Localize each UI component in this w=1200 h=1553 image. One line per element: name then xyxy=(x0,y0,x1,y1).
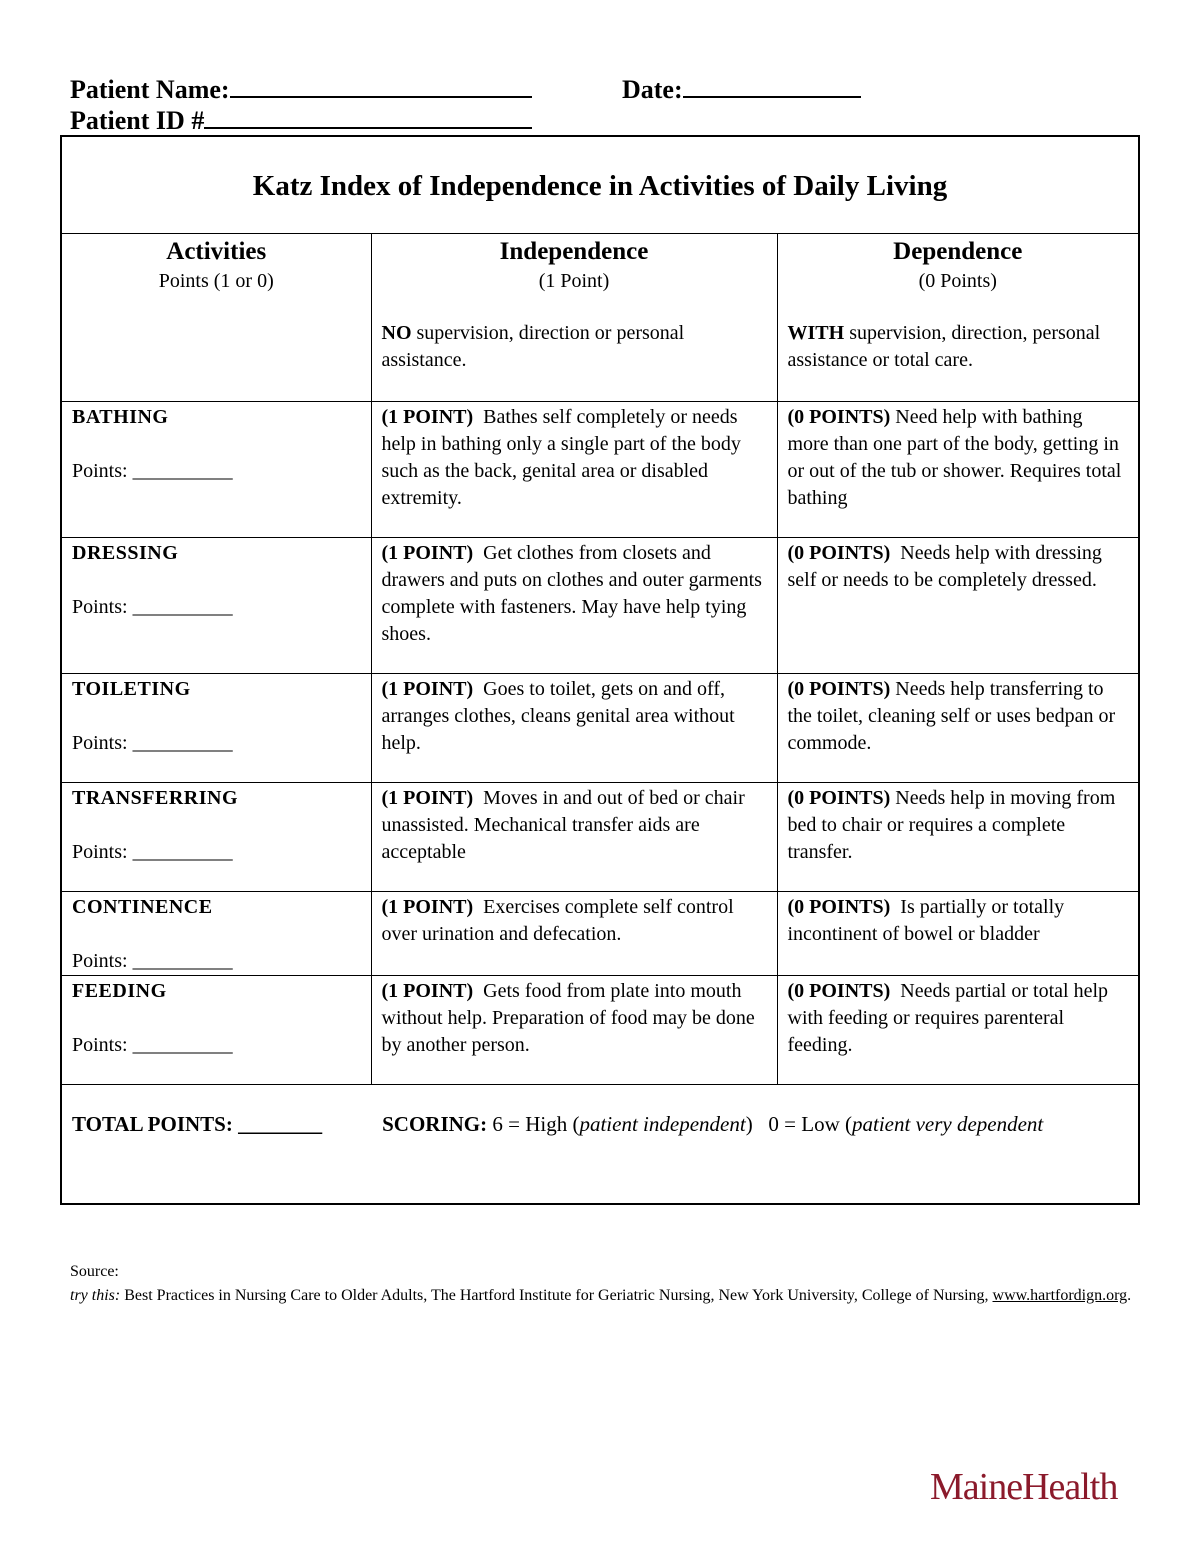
dependence-text: Needs help transferring to the toilet, cleaning self or uses bedpan or commode. xyxy=(787,678,1121,754)
independence-points: (1 POINT) xyxy=(381,896,474,918)
patient-name-blank[interactable] xyxy=(230,72,532,98)
footer-cell xyxy=(61,1085,1139,1205)
independence-text: Get clothes from closets and drawers and puts on clothes and outer garments complete with fasteners. May have help tying shoes. xyxy=(381,542,767,645)
patient-id-blank[interactable] xyxy=(204,103,532,129)
independence-text: Bathes self completely or needs help in bathing only a single part of the body such as the back, genital area or disabled extremity. xyxy=(381,406,746,509)
table-row xyxy=(61,674,1139,783)
date-field[interactable] xyxy=(622,72,861,105)
independence-cell xyxy=(371,783,777,892)
dependence-text: Needs help in moving from bed to chair or requires a complete transfer. xyxy=(787,787,1121,863)
independence-points: (1 POINT) xyxy=(381,406,474,428)
column-activities xyxy=(61,234,371,402)
source-label: Source: xyxy=(70,1263,119,1280)
source-link[interactable]: www.hartfordign.org xyxy=(992,1287,1128,1304)
dependence-text: Needs partial or total help with feeding or requires parenteral feeding. xyxy=(787,980,1114,1056)
dependence-desc-text: supervision, direction, personal assistance or total care. xyxy=(787,322,1101,371)
independence-text: Moves in and out of bed or chair unassisted. Mechanical transfer aids are acceptable xyxy=(381,787,750,863)
column-dependence xyxy=(777,234,1139,402)
independence-points: (1 POINT) xyxy=(381,678,474,700)
dependence-cell xyxy=(777,976,1139,1085)
try-this-label: try this: xyxy=(70,1287,121,1304)
patient-name-field[interactable] xyxy=(70,72,532,105)
independence-points: (1 POINT) xyxy=(381,980,474,1002)
dependence-points: (0 POINTS) xyxy=(787,980,891,1002)
dependence-points: (0 POINTS) xyxy=(787,678,891,700)
dependence-points: (0 POINTS) xyxy=(787,542,891,564)
table-row xyxy=(61,892,1139,976)
scoring-low-note: patient very dependent xyxy=(852,1112,1044,1136)
table-row xyxy=(61,538,1139,674)
points-field[interactable]: Points: __________ xyxy=(72,596,233,618)
activity-name: CONTINENCE xyxy=(72,896,213,918)
points-field[interactable]: Points: __________ xyxy=(72,1034,233,1056)
total-points-field[interactable]: TOTAL POINTS: ________ xyxy=(72,1112,323,1136)
footer-row xyxy=(61,1085,1139,1205)
dependence-cell xyxy=(777,783,1139,892)
activity-cell xyxy=(61,783,371,892)
scoring-high-note: patient independent xyxy=(579,1112,746,1136)
source-text-block xyxy=(70,1284,1140,1308)
activity-cell xyxy=(61,538,371,674)
source-citation xyxy=(70,1260,1140,1308)
activity-name: BATHING xyxy=(72,406,169,428)
date-label: Date: xyxy=(622,75,683,104)
activities-heading: Activities xyxy=(166,238,267,265)
activity-cell xyxy=(61,402,371,538)
independence-description xyxy=(382,320,767,374)
dependence-subheading: (0 Points) xyxy=(918,270,997,292)
independence-subheading: (1 Point) xyxy=(538,270,610,292)
activity-cell xyxy=(61,674,371,783)
mainehealth-logo: MaineHealth xyxy=(930,1466,1118,1508)
independence-cell xyxy=(371,402,777,538)
dependence-cell xyxy=(777,402,1139,538)
dependence-cell xyxy=(777,892,1139,976)
column-independence xyxy=(371,234,777,402)
dependence-cell xyxy=(777,674,1139,783)
activity-cell xyxy=(61,892,371,976)
dependence-points: (0 POINTS) xyxy=(787,896,891,918)
independence-points: (1 POINT) xyxy=(381,787,474,809)
activity-name: FEEDING xyxy=(72,980,167,1002)
dependence-text: Need help with bathing more than one part of the body, getting in or out of the tub or shower. Requires total bathing xyxy=(787,406,1127,509)
dependence-points: (0 POINTS) xyxy=(787,787,891,809)
patient-id-label: Patient ID # xyxy=(70,106,205,135)
dependence-points: (0 POINTS) xyxy=(787,406,891,428)
dependence-desc-bold: WITH xyxy=(787,322,845,344)
scoring-low: ) 0 = Low ( xyxy=(745,1112,853,1136)
dependence-cell xyxy=(777,538,1139,674)
activity-name: DRESSING xyxy=(72,542,179,564)
patient-id-field[interactable] xyxy=(70,103,532,136)
dependence-text: Is partially or totally incontinent of bowel or bladder xyxy=(787,896,1070,945)
table-title: Katz Index of Independence in Activities of Daily Living xyxy=(252,170,948,202)
patient-name-label: Patient Name: xyxy=(70,75,230,104)
independence-cell xyxy=(371,674,777,783)
independence-desc-text: supervision, direction or personal assistance. xyxy=(381,322,685,371)
activity-name: TOILETING xyxy=(72,678,191,700)
table-row xyxy=(61,976,1139,1085)
katz-table xyxy=(60,135,1140,1205)
table-row xyxy=(61,783,1139,892)
independence-desc-bold: NO xyxy=(381,322,412,344)
activities-subheading: Points (1 or 0) xyxy=(158,270,274,292)
independence-heading: Independence xyxy=(499,238,649,265)
independence-points: (1 POINT) xyxy=(381,542,474,564)
dependence-heading: Dependence xyxy=(893,238,1023,265)
dependence-text: Needs help with dressing self or needs to be completely dressed. xyxy=(787,542,1107,591)
source-end: . xyxy=(1127,1287,1132,1304)
points-field[interactable]: Points: __________ xyxy=(72,460,233,482)
activity-cell xyxy=(61,976,371,1085)
independence-cell xyxy=(371,538,777,674)
independence-text: Gets food from plate into mouth without help. Preparation of food may be done by another person. xyxy=(381,980,760,1056)
scoring-label: SCORING: xyxy=(382,1112,488,1136)
scoring-high: 6 = High ( xyxy=(487,1112,580,1136)
table-row xyxy=(61,402,1139,538)
date-blank[interactable] xyxy=(683,72,861,98)
independence-text: Exercises complete self control over urination and defecation. xyxy=(381,896,739,945)
independence-cell xyxy=(371,892,777,976)
independence-cell xyxy=(371,976,777,1085)
source-text: Best Practices in Nursing Care to Older Adults, The Hartford Institute for Geriatric Nursing, New York University, College of Nursing, xyxy=(120,1287,993,1304)
points-field[interactable]: Points: __________ xyxy=(72,950,233,972)
activity-name: TRANSFERRING xyxy=(72,787,239,809)
dependence-description xyxy=(788,320,1129,374)
independence-text: Goes to toilet, gets on and off, arranges clothes, cleans genital area without help. xyxy=(381,678,740,754)
table-title-cell xyxy=(61,136,1139,234)
points-field[interactable]: Points: __________ xyxy=(72,841,233,863)
points-field[interactable]: Points: __________ xyxy=(72,732,233,754)
